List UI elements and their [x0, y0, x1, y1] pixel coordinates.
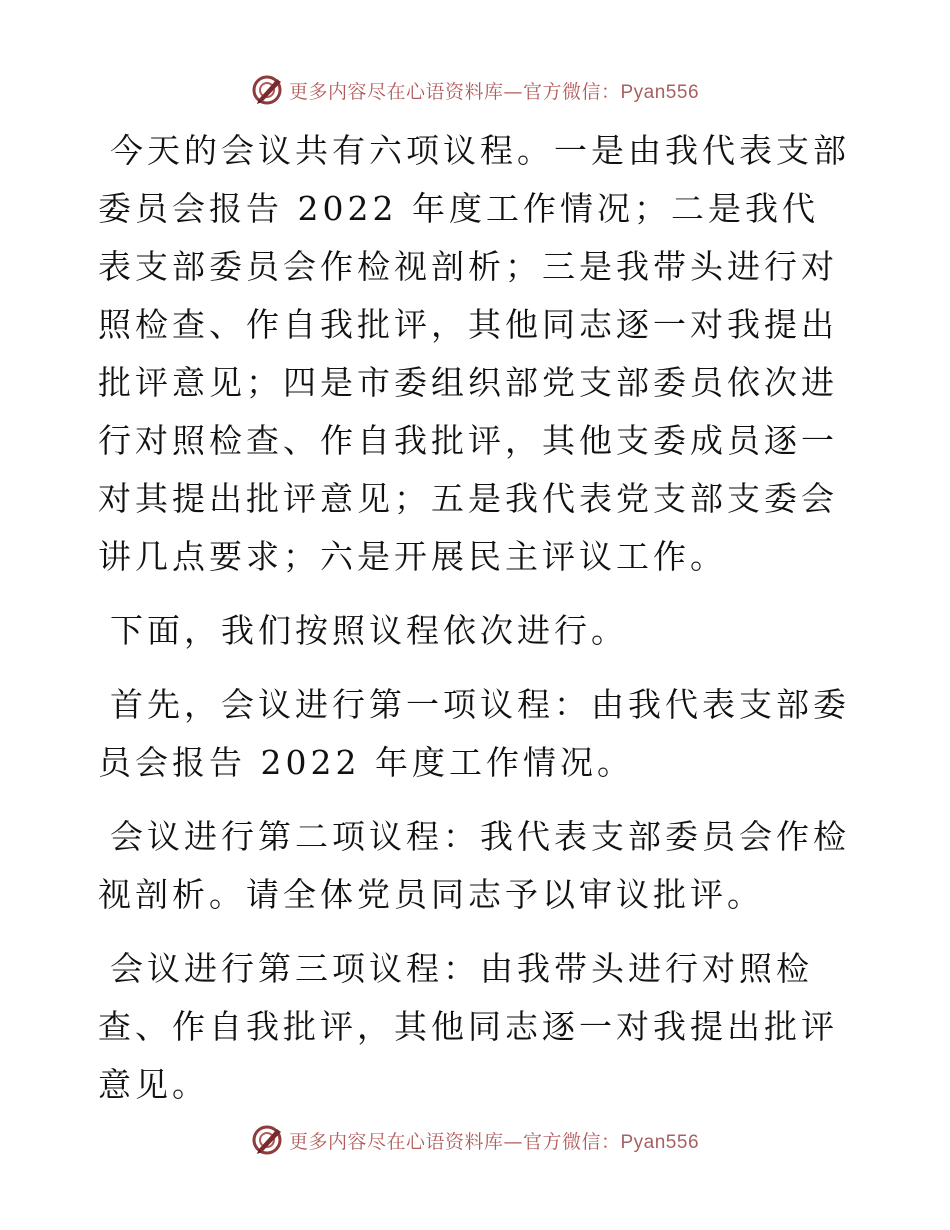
watermark-wechat-id: Pyan556	[620, 1131, 700, 1153]
watermark-text: 更多内容尽在心语资料库—官方微信：	[288, 1130, 621, 1153]
document-body	[98, 122, 850, 1130]
paragraph: 首先，会议进行第一项议程：由我代表支部委员会报告 2022 年度工作情况。	[98, 685, 850, 782]
paragraph: 会议进行第二项议程：我代表支部委员会作检视剖析。请全体党员同志予以审议批评。	[98, 817, 850, 914]
header-watermark	[0, 70, 950, 110]
watermark-text: 更多内容尽在心语资料库—官方微信：	[288, 80, 621, 103]
paragraph: 今天的会议共有六项议程。一是由我代表支部委员会报告 2022 年度工作情况；二是我代表支部委员会作检视剖析；三是我带头进行对照检查、作自我批评，其他同志逐一对我提出批评意见；四是市委组织部党支部委员依次进行对照检查、作自我批评，其他支委成员逐一对其提出批评意见；五是我代表党支部支委会讲几点要求；六是开展民主评议工作。	[98, 131, 850, 576]
paragraph: 下面，我们按照议程依次进行。	[110, 611, 628, 650]
pen-logo-icon	[251, 1123, 285, 1157]
watermark-wechat-id: Pyan556	[620, 81, 700, 103]
pen-logo-icon	[251, 73, 285, 107]
footer-watermark	[0, 1120, 950, 1160]
paragraph: 会议进行第三项议程：由我带头进行对照检查、作自我批评，其他同志逐一对我提出批评意见。	[98, 949, 838, 1104]
